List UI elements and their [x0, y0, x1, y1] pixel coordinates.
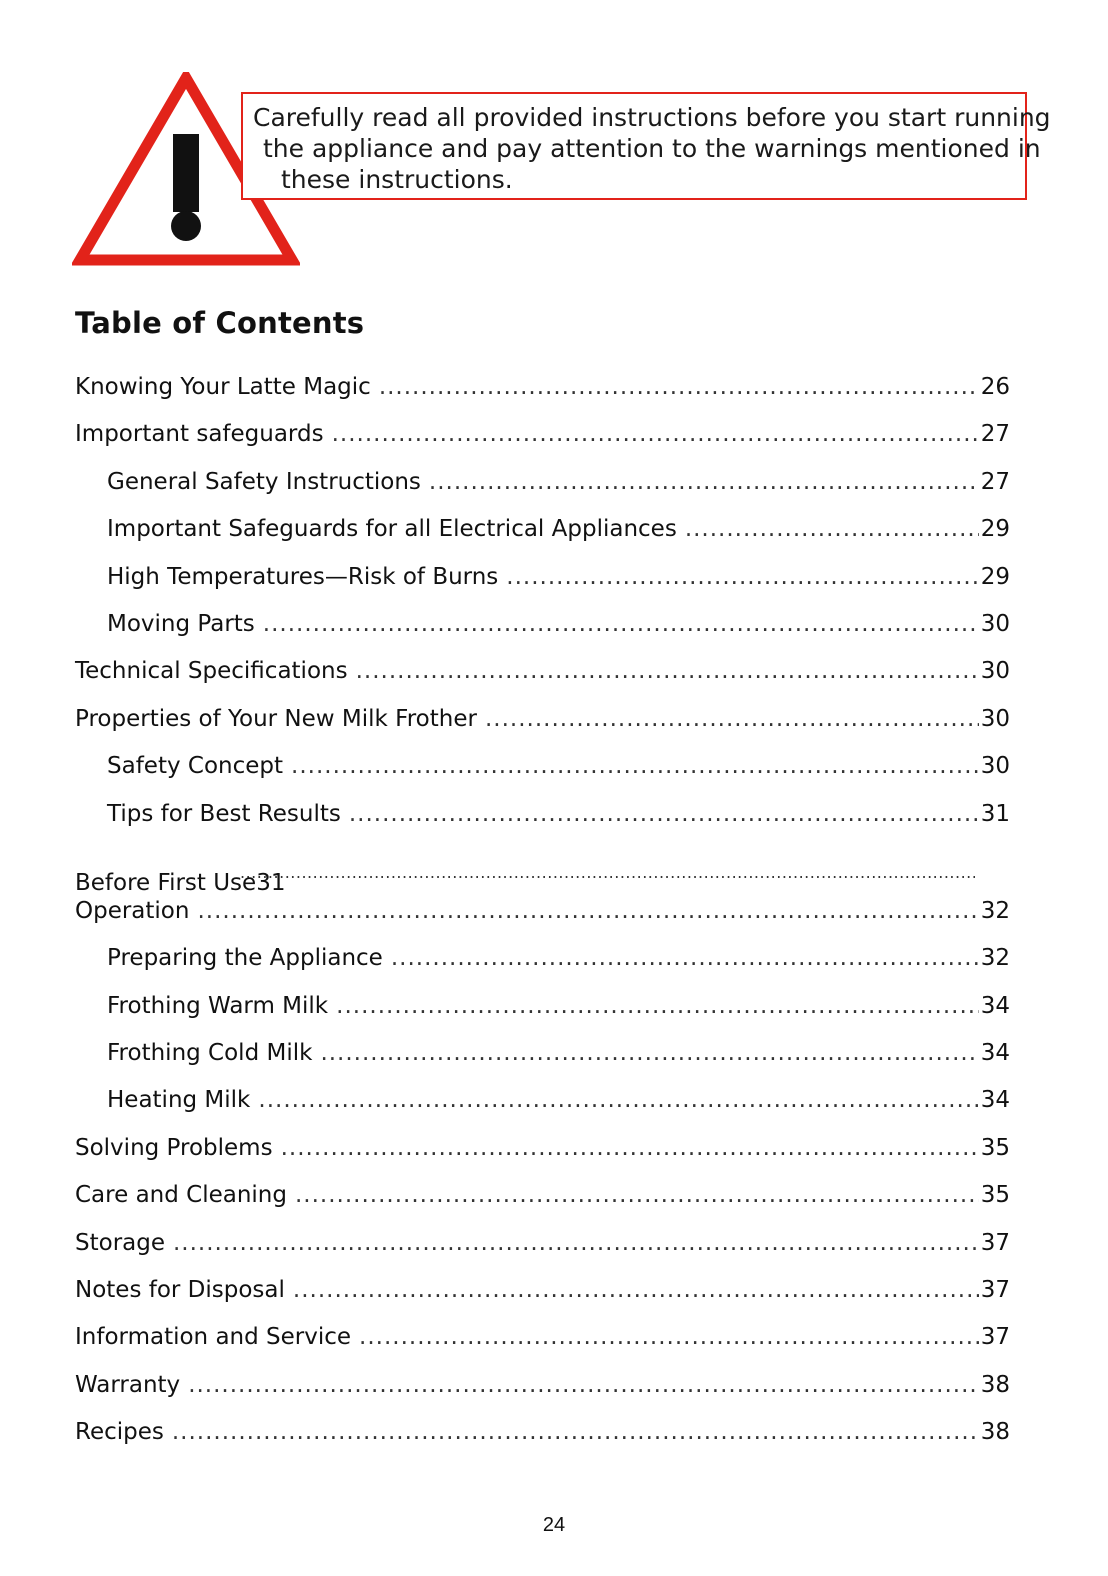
toc-dot-leader — [429, 462, 979, 502]
toc-entry-page: 26 — [980, 374, 1010, 400]
toc-entry[interactable] — [75, 1128, 1010, 1175]
toc-entry[interactable] — [75, 891, 1010, 938]
toc-dot-leader — [359, 1317, 979, 1357]
toc-entry-page: 37 — [980, 1324, 1010, 1351]
page-number: 24 — [542, 1514, 566, 1536]
toc-dot-leader — [197, 891, 978, 931]
toc-dot-leader — [295, 1175, 979, 1215]
toc-entry-page: 30 — [980, 753, 1010, 780]
warning-text-line: these instructions. — [281, 165, 513, 194]
warning-notice — [241, 92, 1051, 200]
toc-entry-title: Information and Service — [75, 1324, 352, 1351]
toc-dot-leader — [485, 699, 979, 739]
toc-subentry[interactable] — [75, 1080, 1010, 1127]
toc-heading: Table of Contents — [75, 306, 365, 340]
toc-entry-page: 27 — [980, 468, 1010, 495]
toc-dot-leader — [336, 986, 979, 1026]
toc-entry[interactable] — [75, 1317, 1010, 1364]
toc-dot-leader — [293, 1270, 979, 1310]
toc-dot-leader — [320, 1033, 978, 1073]
toc-entry[interactable] — [75, 1365, 1010, 1412]
toc-entry-title: Frothing Cold Milk — [107, 1040, 313, 1067]
toc-dot-leader — [188, 1365, 979, 1405]
toc-entry-title: Knowing Your Latte Magic — [75, 374, 371, 400]
toc-dot-leader — [332, 414, 979, 454]
toc-entry[interactable] — [75, 699, 1010, 746]
toc-dot-leader — [379, 367, 979, 407]
toc-entry-title: Recipes — [75, 1419, 164, 1446]
toc-subentry[interactable] — [75, 746, 1010, 793]
toc-entry-title: Heating Milk — [107, 1087, 251, 1114]
toc-subentry[interactable] — [75, 1033, 1010, 1080]
toc-dot-leader — [258, 1080, 978, 1120]
toc-entry-title: Before First Use31 — [75, 869, 286, 896]
toc-dot-leader — [172, 1412, 979, 1452]
toc-dot-leader — [685, 509, 979, 549]
toc-entry[interactable] — [75, 367, 1010, 414]
toc-entry[interactable] — [75, 414, 1010, 461]
toc-entry-title: Preparing the Appliance — [107, 945, 383, 972]
toc-entry-page: 35 — [980, 1134, 1010, 1161]
toc-entry-page: 34 — [980, 1040, 1010, 1067]
toc-entry[interactable] — [75, 1175, 1010, 1222]
toc-entry-title: Operation — [75, 897, 190, 924]
toc-entry-page: 38 — [980, 1419, 1010, 1446]
toc-dot-leader — [240, 853, 975, 893]
toc-entry-page: 29 — [980, 516, 1010, 543]
toc-subentry[interactable] — [75, 794, 1010, 841]
toc-entry-title: Safety Concept — [107, 753, 284, 780]
toc-entry-page: 30 — [980, 658, 1010, 685]
toc-entry-page: 31 — [980, 800, 1010, 827]
toc-entry-title: Tips for Best Results — [107, 800, 341, 827]
toc-entry-title: General Safety Instructions — [107, 468, 421, 495]
toc-entry-page: 27 — [980, 421, 1010, 448]
toc-entry-page: 32 — [980, 897, 1010, 924]
toc-dot-leader — [506, 557, 978, 597]
toc-entry-title: Warranty — [75, 1371, 181, 1398]
toc-dot-leader — [391, 938, 979, 978]
toc-entry[interactable] — [75, 651, 1010, 698]
toc-entry-page: 35 — [980, 1182, 1010, 1209]
toc-entry[interactable] — [75, 1270, 1010, 1317]
toc-entry-title: Storage — [75, 1229, 165, 1256]
toc-entry-title: Solving Problems — [75, 1134, 273, 1161]
toc-entry[interactable] — [75, 1412, 1010, 1459]
toc-entry-title: Notes for Disposal — [75, 1277, 285, 1304]
warning-text-line: Carefully read all provided instructions before you start running — [253, 103, 1051, 132]
toc-subentry[interactable] — [75, 604, 1010, 651]
toc-entry-page: 34 — [980, 1087, 1010, 1114]
table-of-contents — [75, 367, 1010, 1460]
toc-entry-page: 30 — [980, 610, 1010, 637]
toc-entry-title: Care and Cleaning — [75, 1182, 287, 1209]
toc-entry-title: Important Safeguards for all Electrical Appliances — [107, 516, 677, 543]
toc-entry-title: Technical Specifications — [75, 658, 348, 685]
toc-dot-leader — [263, 604, 979, 644]
toc-subentry[interactable] — [75, 938, 1010, 985]
toc-subentry[interactable] — [75, 509, 1010, 556]
toc-entry-title: Important safeguards — [75, 421, 324, 448]
toc-entry-page: 37 — [980, 1229, 1010, 1256]
toc-entry-page: 29 — [980, 563, 1010, 590]
toc-dot-leader — [356, 651, 979, 691]
toc-entry-page: 34 — [980, 992, 1010, 1019]
toc-entry-title: Properties of Your New Milk Frother — [75, 705, 477, 732]
toc-dot-leader — [349, 794, 979, 834]
toc-entry-title: Moving Parts — [107, 610, 255, 637]
toc-entry-page: 37 — [980, 1277, 1010, 1304]
toc-dot-leader — [281, 1128, 979, 1168]
toc-dot-leader — [173, 1223, 979, 1263]
toc-entry-page: 38 — [980, 1371, 1010, 1398]
toc-entry-title: High Temperatures—Risk of Burns — [107, 563, 499, 590]
toc-entry[interactable] — [75, 1223, 1010, 1270]
warning-text-line: the appliance and pay attention to the warnings mentioned in — [263, 134, 1041, 163]
toc-dot-leader — [291, 746, 979, 786]
toc-subentry[interactable] — [75, 462, 1010, 509]
toc-subentry[interactable] — [75, 557, 1010, 604]
toc-subentry[interactable] — [75, 986, 1010, 1033]
toc-entry-page: 30 — [980, 705, 1010, 732]
toc-entry-title: Frothing Warm Milk — [107, 992, 329, 1019]
toc-entry-page: 32 — [980, 945, 1010, 972]
